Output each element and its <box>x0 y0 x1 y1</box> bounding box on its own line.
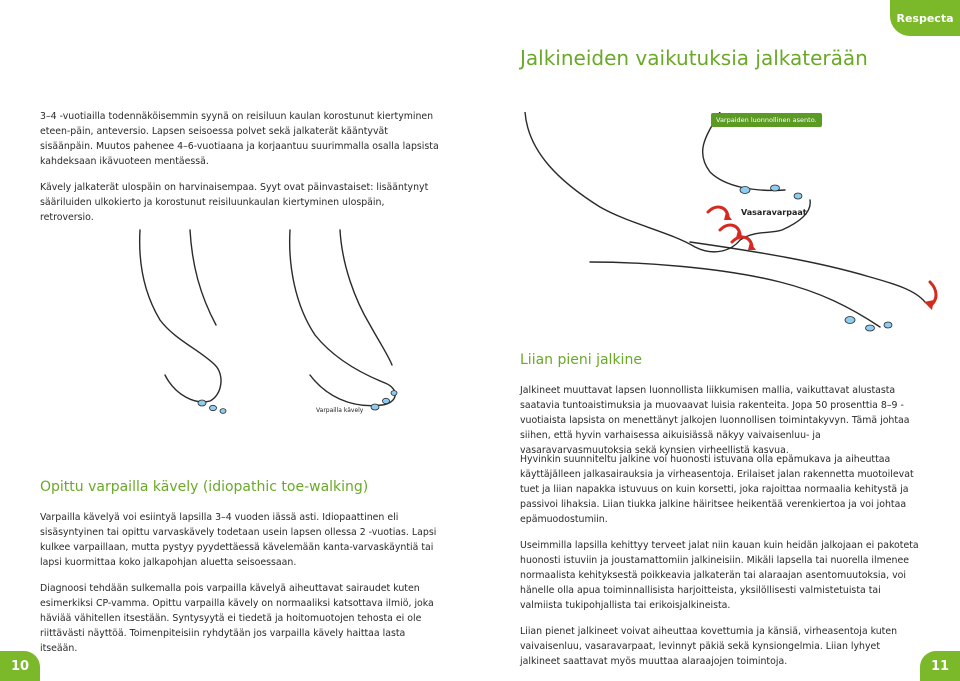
toe-walking-paragraph-1: Varpailla kävelyä voi esiintyä lapsilla 3–4 vuoden iässä asti. Idiopaattinen eli sisäsyntyinen tai opittu varvaskävely todetaan usein lapsen ollessa 2 -vuotias. Lapsi kulkee varpaillaan, mutta pystyy pyydettäessä kävelemään kanta-varvaskäyntiä tai lapsi kuormittaa koko jalkapohjan aluetta seisoessaan. <box>40 512 437 568</box>
page-number-right-label: 11 <box>930 658 950 674</box>
page-number-left <box>0 651 40 681</box>
page-title: Jalkineiden vaikutuksia jalkaterään <box>520 46 868 70</box>
intro-paragraph-1: 3–4 -vuotiailla todennäköisemmin syynä on reisiluun kaulan korostunut kiertyminen eteen-päin, anteversio. Lapsen seisoessa polvet sekä jalkaterät kääntyvät sisäänpäin. Muutos pahenee 4–6-vuotiaana ja korjaantuu suurimmalla osalla lapsista kahdeksaan ikävuoteen mentäessä. <box>40 111 439 167</box>
brand-tab <box>890 0 960 36</box>
toe-walking-figure-label: Varpailla kävely <box>316 407 364 414</box>
small-shoe-paragraph-3: Useimmilla lapsilla kehittyy terveet jalat niin kauan kuin heidän jalkojaan ei pakoteta huonosti istuviin ja joustamattomiin jalkineisiin. Mikäli lapsella tai nuorella ilmenee normaalista kehityksestä poikkeavia jalkaterän tai alaraajan asentomuutoksia, voi hänelle olla apua toiminnallisista harjoitteista, yksilöllisesti valmistetuista tai valmiista tukipohjallista tai erikoisjalkineista. <box>520 540 919 611</box>
page-number-right <box>920 651 960 681</box>
right-foot-outline <box>290 230 396 406</box>
toe-walking-text <box>40 510 440 667</box>
bottom-foot-outline <box>590 262 880 327</box>
hammer-arrows <box>708 207 936 306</box>
small-shoe-paragraph-4: Liian pienet jalkineet voivat aiheuttaa kovettumia ja känsiä, virheasentoja kuten vaivaisenluu, vasaravarpaat, levinnyt päkiä sekä kynsiongelmia. Liian lyhyet jalkineet saattavat myös muuttaa alaraajojen toimintoja. <box>520 626 898 667</box>
brand-label: Respecta <box>896 11 954 25</box>
hammer-toes-label: Vasaravarpaat <box>741 208 807 217</box>
left-foot-outline <box>140 230 221 402</box>
toe-walking-paragraph-2: Diagnoosi tehdään sulkemalla pois varpailla kävelyä aiheuttavat sairaudet kuten esimerkiksi CP-vamma. Opittu varpailla kävely on normaaliksi katsottava ilmiö, joka häviää vähitellen itsestään. Syntysyytä ei tiedetä ja hoitomuotojen tehosta ei ole riittävästi näyttöä. Toimenpiteisiin ryhdytään jos varpailla kävely haittaa lasta itseään. <box>40 583 434 654</box>
small-shoe-paragraph-2: Hyvinkin suunniteltu jalkine voi huonosti istuvana olla epämukava ja aiheuttaa käyttäjälleen jalkasairauksia ja virheasentoja. Erilaiset jalan rakennetta muotoilevat tuet ja liian napakka istuvuus on kuin korsetti, joka rajoittaa normaalia kehitystä ja passivoi lihaksia. Liian tiukka jalkine häiritsee heikentää verenkiertoa ja voi johtaa epämuodostumiin. <box>520 454 914 525</box>
toe-walking-illustration <box>120 225 490 425</box>
page-number-left-label: 10 <box>10 658 30 674</box>
toes-position-badge: Varpaiden luonnollinen asento. <box>711 113 822 127</box>
intro-text <box>40 109 440 236</box>
hammer-toenails <box>740 185 892 331</box>
small-shoe-heading: Liian pieni jalkine <box>520 352 642 368</box>
hammer-toes-illustration <box>520 112 960 342</box>
small-shoe-text <box>520 452 920 680</box>
small-shoe-paragraph-1: Jalkineet muuttavat lapsen luonnollista liikkumisen mallia, vaikuttavat alustasta saatavia tuntoaistimuksia ja muovaavat luisia rakenteita. Jopa 50 prosenttia 8–9 -vuotiaista lapsista on menettänyt jalkojen luonnollisen toimintakyvyn. Tämä johtaa siihen, että hyvin varhaisessa aikuisiässä näkyy vaivaisenluu- ja vasaravarvasmuutoksia sekä kynsien virheellistä kasvua. <box>520 385 910 456</box>
toenails <box>198 391 397 414</box>
toe-walking-heading: Opittu varpailla kävely (idiopathic toe-walking) <box>40 479 369 495</box>
intro-paragraph-2: Kävely jalkaterät ulospäin on harvinaisempaa. Syyt ovat päinvastaiset: lisääntynyt sääriluiden ulkokierto ja korostunut reisiluunkaulan kiertyminen ulospäin, retroversio. <box>40 182 429 223</box>
